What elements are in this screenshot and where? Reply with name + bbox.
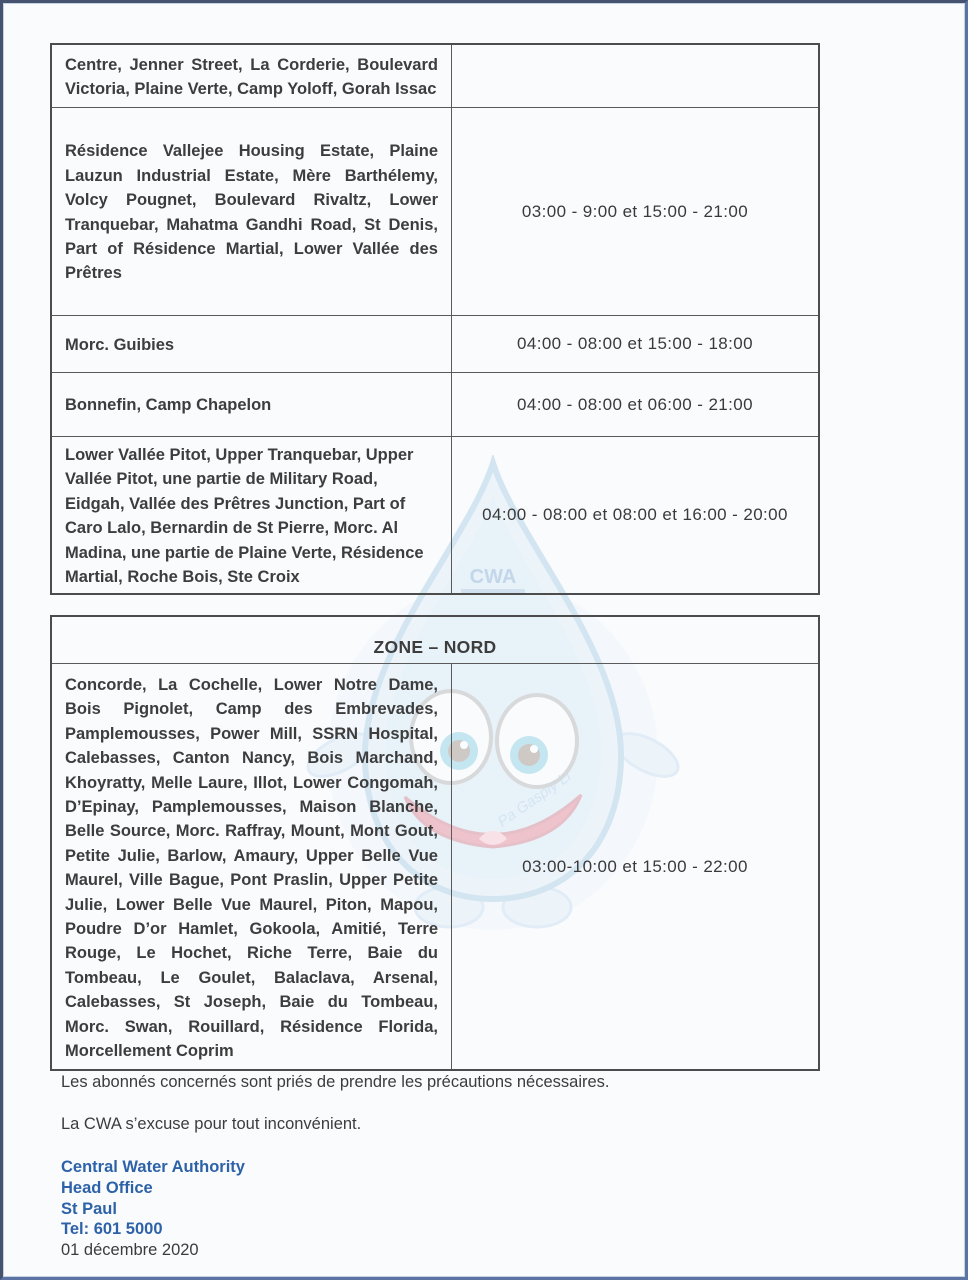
watermark-tagline-text: Pa Gaspiy Li bbox=[494, 767, 575, 831]
table-row bbox=[52, 436, 818, 593]
areas-text: Lower Vallée Pitot, Upper Tranquebar, Upper Vallée Pitot, une partie de Military Road, Eidgah, Vallée des Prêtres Junction, Part of Caro Lalo, Bernardin de St Pierre, Morc. Al Madina, une partie de Plaine Verte, Résidence Martial, Roche Bois, Ste Croix bbox=[65, 446, 424, 587]
areas-text: Bonnefin, Camp Chapelon bbox=[65, 396, 272, 415]
schedule-table-centre bbox=[50, 43, 820, 595]
time-cell: 04:00 - 08:00 et 08:00 et 16:00 - 20:00 bbox=[482, 505, 788, 524]
notice-date: 01 décembre 2020 bbox=[61, 1241, 199, 1260]
signature-block bbox=[61, 1157, 245, 1261]
areas-text: Concorde, La Cochelle, Lower Notre Dame, Bois Pignolet, Camp des Embrevades, Pamplemousses, Power Mill, SSRN Hospital, Calebasses, Canton Nancy, Bois Marchand, Khoyratty, Melle Laure, Illot, Lower Congomah, D’Epinay, Pamplemousses, Maison Blanche, Belle Source, Morc. Raffray, Mount, Mont Gout, Petite Julie, Barlow, Amaury, Upper Belle Vue Maurel, Ville Bague, Pont Praslin, Upper Petite Julie, Lower Belle Vue Maurel, Piton, Mapou, Poudre D’or Hamlet, Gokoola, Amitié, Terre Rouge, Le Hochet, Riche Terre, Baie du Tombeau, Le Goulet, Balaclava, Arsenal, Calebasses, St Joseph, Baie du Tombeau, Morc. Swan, Rouillard, Résidence Florida, Morcellement Coprim bbox=[65, 676, 438, 1061]
areas-cell bbox=[52, 45, 452, 107]
time-cell: 03:00 - 9:00 et 15:00 - 21:00 bbox=[521, 201, 749, 221]
areas-cell bbox=[52, 373, 452, 436]
time-cell: 04:00 - 08:00 et 15:00 - 18:00 bbox=[516, 334, 753, 353]
areas-text: Morc. Guibies bbox=[65, 335, 175, 354]
org-name: Central Water Authority bbox=[61, 1158, 245, 1176]
areas-cell bbox=[52, 664, 452, 1069]
areas-cell bbox=[52, 437, 452, 593]
table-row bbox=[52, 107, 818, 315]
table-row bbox=[52, 372, 818, 436]
org-location: St Paul bbox=[61, 1199, 117, 1218]
areas-text: Centre, Jenner Street, La Corderie, Boulevard Victoria, Plaine Verte, Camp Yoloff, Gorah Issac bbox=[65, 55, 438, 98]
schedule-table-zone-nord bbox=[50, 615, 820, 1071]
time-cell: 04:00 - 08:00 et 06:00 - 21:00 bbox=[516, 394, 753, 414]
table-row bbox=[52, 663, 818, 1069]
apology-note: La CWA s’excuse pour tout inconvénient. bbox=[61, 1115, 362, 1133]
time-cell bbox=[452, 45, 818, 107]
org-phone: Tel: 601 5000 bbox=[61, 1220, 163, 1239]
areas-cell bbox=[52, 316, 452, 372]
org-office: Head Office bbox=[61, 1178, 153, 1197]
precautions-note: Les abonnés concernés sont priés de prendre les précautions nécessaires. bbox=[61, 1073, 610, 1091]
zone-nord-header: ZONE – NORD bbox=[373, 637, 497, 657]
time-cell: 03:00-10:00 et 15:00 - 22:00 bbox=[522, 856, 748, 876]
table-row bbox=[52, 45, 818, 107]
watermark-logo-text: CWA bbox=[469, 566, 517, 588]
table-row bbox=[52, 315, 818, 372]
areas-cell bbox=[52, 108, 452, 315]
areas-text: Résidence Vallejee Housing Estate, Plaine Lauzun Industrial Estate, Mère Barthélemy, Volcy Pougnet, Boulevard Rivaltz, Lower Tranquebar, Mahatma Gandhi Road, St Denis, Part of Résidence Martial, Lower Vallée des Prêtres bbox=[65, 142, 438, 283]
